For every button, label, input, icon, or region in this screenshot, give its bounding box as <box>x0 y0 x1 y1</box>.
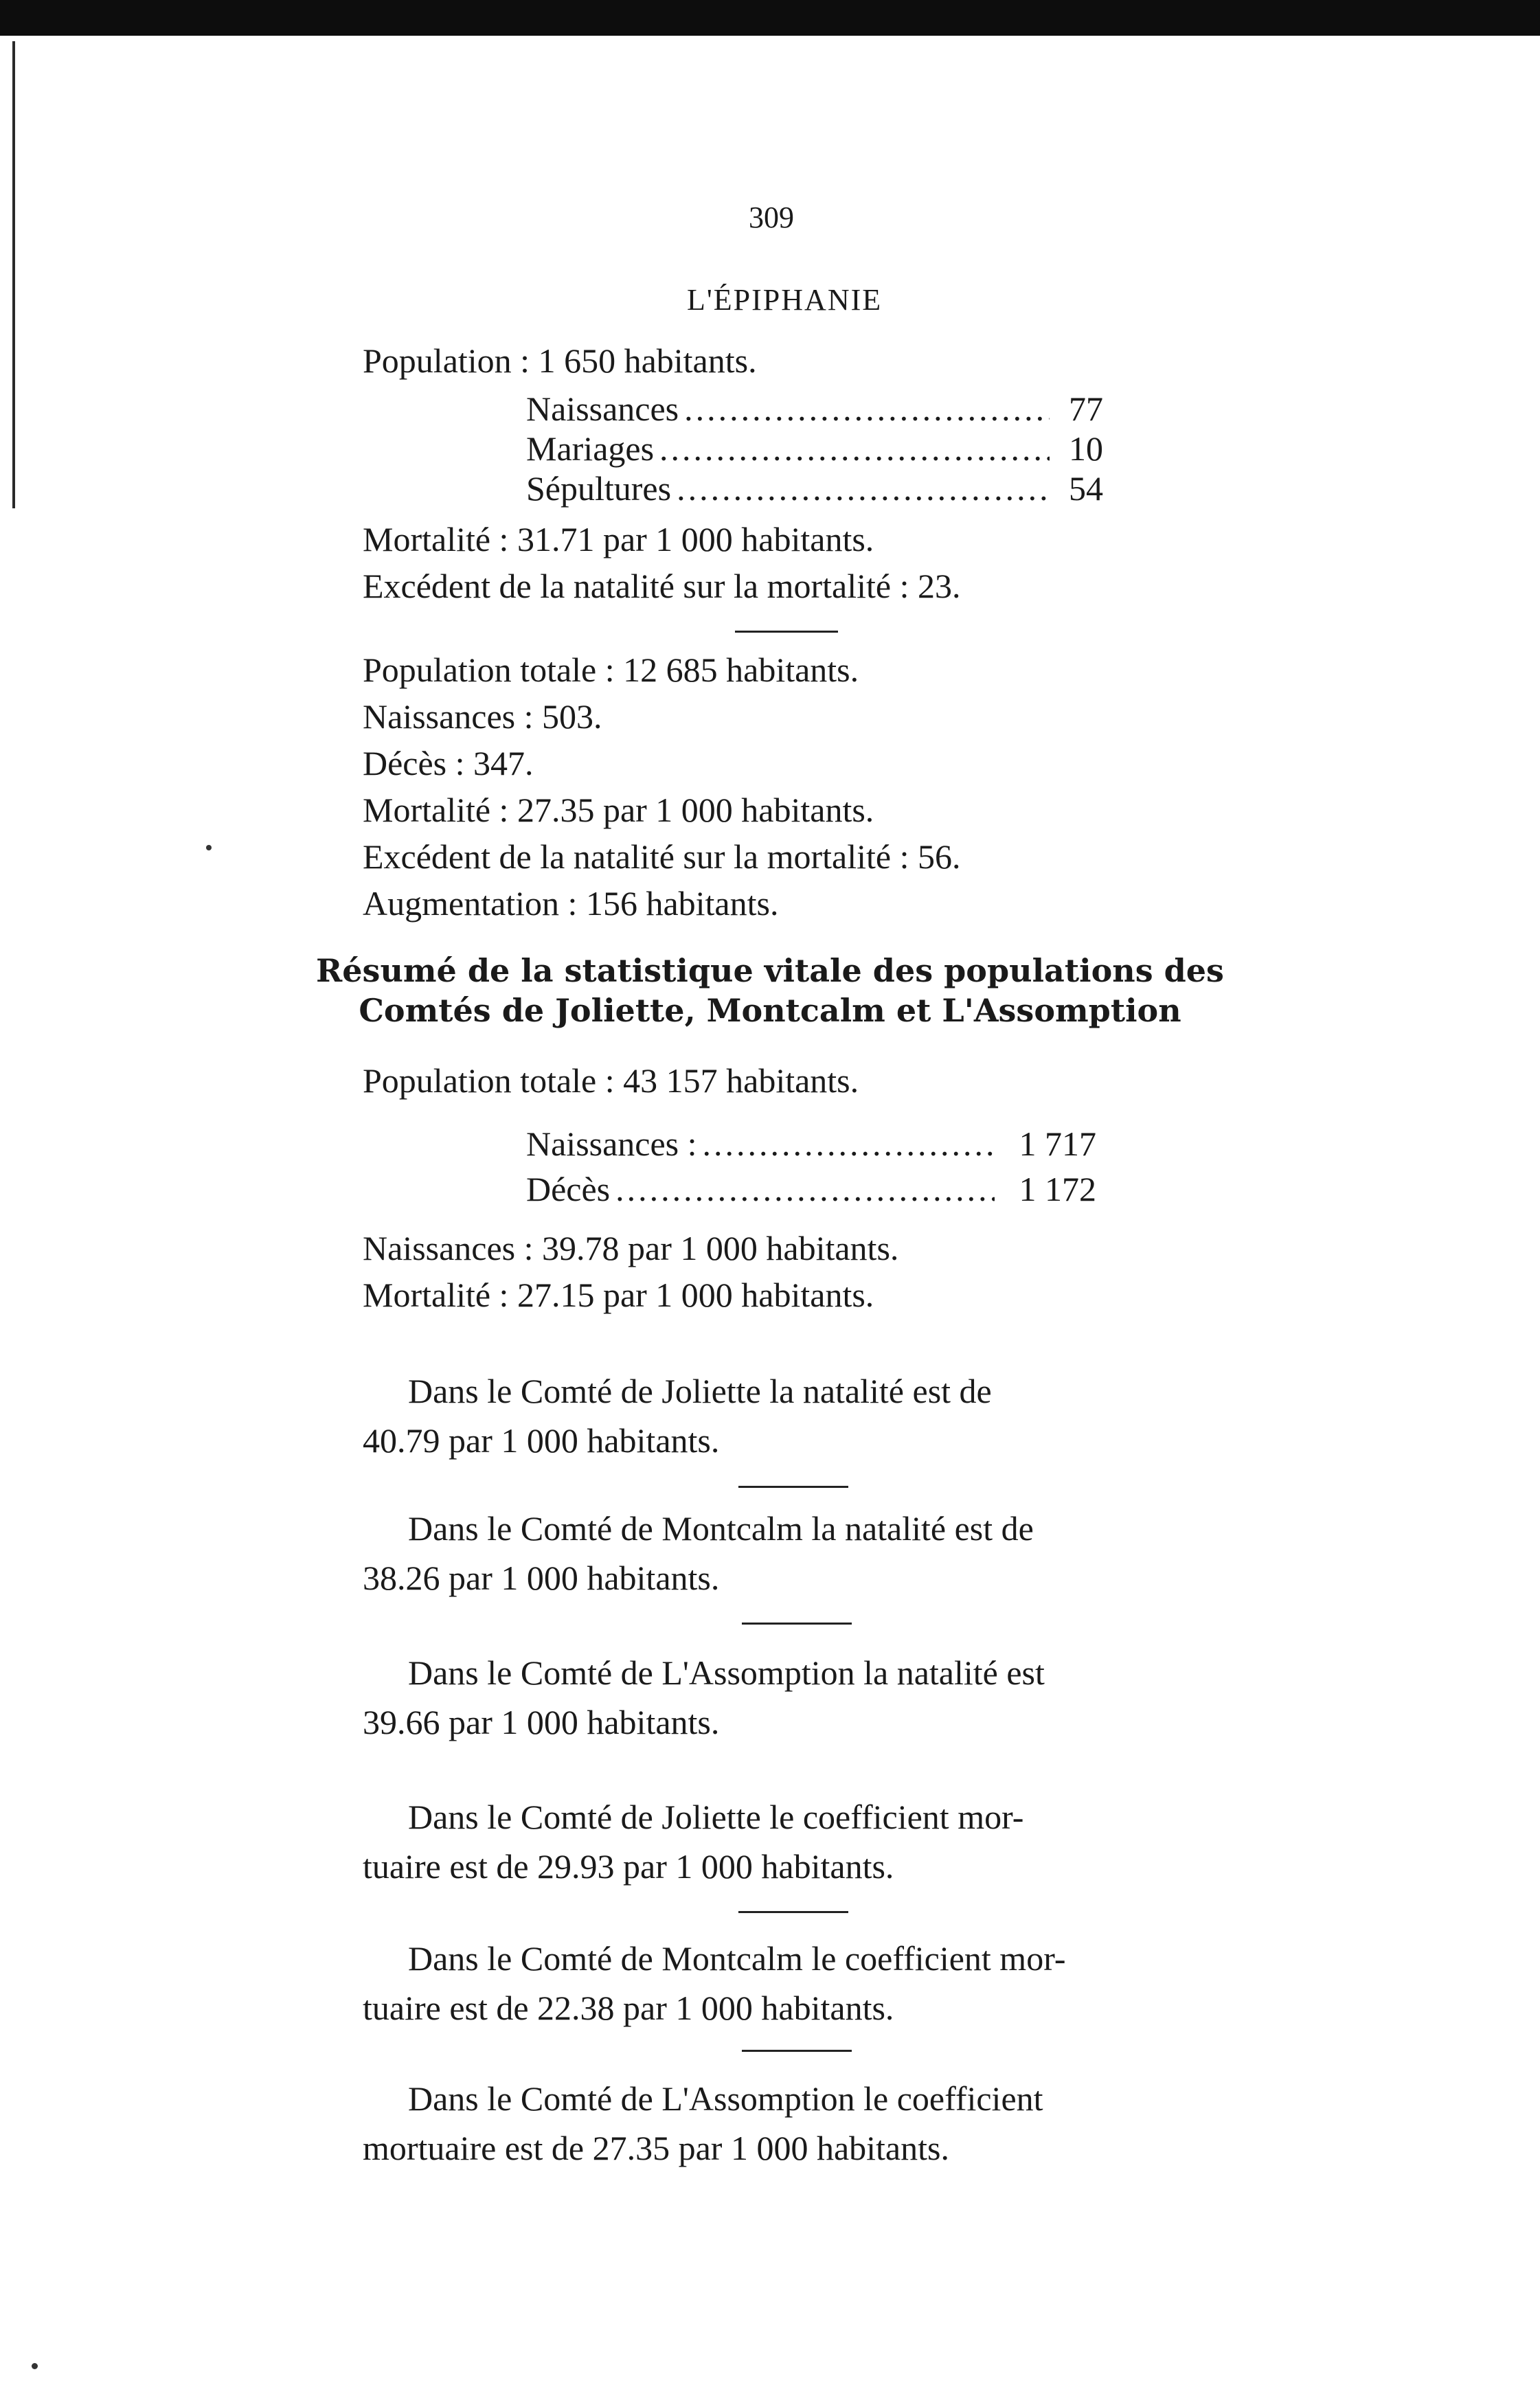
epiphanie-excedent: Excédent de la natalité sur la mortalité : 23. <box>363 567 961 605</box>
row-value: 1 172 <box>1019 1170 1096 1208</box>
row-label: Naissances <box>526 389 679 428</box>
total-mortalite: Mortalité : 27.35 par 1 000 habitants. <box>363 791 874 829</box>
separator-rule <box>738 1486 848 1488</box>
paragraph-line: 39.66 par 1 000 habitants. <box>363 1703 720 1741</box>
resume-heading-line2: Comtés de Joliette, Montcalm et L'Assomption <box>359 992 1181 1029</box>
resume-heading-line1: Résumé de la statistique vitale des populations des <box>316 952 1224 989</box>
scan-left-edge <box>12 41 15 508</box>
row-label: Décès <box>526 1170 611 1208</box>
paragraph-line: Dans le Comté de Joliette le coefficient mor- <box>408 1798 1024 1836</box>
total-population: Population totale : 12 685 habitants. <box>363 651 859 689</box>
table-row <box>526 1124 1096 1163</box>
row-value: 1 717 <box>1019 1124 1096 1163</box>
row-label: Sépultures <box>526 469 672 508</box>
paragraph-line: 40.79 par 1 000 habitants. <box>363 1421 720 1460</box>
resume-mortalite-rate: Mortalité : 27.15 par 1 000 habitants. <box>363 1276 874 1314</box>
row-value: 10 <box>1069 429 1103 468</box>
total-augmentation: Augmentation : 156 habitants. <box>363 884 779 923</box>
epiphanie-mortalite: Mortalité : 31.71 par 1 000 habitants. <box>363 520 874 558</box>
ink-speck <box>206 845 212 850</box>
total-excedent: Excédent de la natalité sur la mortalité : 56. <box>363 837 961 876</box>
leader-dots <box>677 471 1050 506</box>
paragraph-line: Dans le Comté de L'Assomption le coefficient <box>408 2079 1043 2118</box>
total-naissances: Naissances : 503. <box>363 697 602 736</box>
row-value: 77 <box>1069 389 1103 428</box>
paragraph-line: 38.26 par 1 000 habitants. <box>363 1559 720 1597</box>
row-value: 54 <box>1069 469 1103 508</box>
paragraph-line: Dans le Comté de Montcalm le coefficient mor- <box>408 1939 1066 1978</box>
total-deces: Décès : 347. <box>363 744 534 782</box>
paragraph-line: Dans le Comté de L'Assomption la natalité est <box>408 1653 1045 1692</box>
leader-dots <box>703 1127 995 1161</box>
paragraph-line: mortuaire est de 27.35 par 1 000 habitants. <box>363 2129 949 2167</box>
leader-dots <box>659 431 1050 466</box>
scan-top-border <box>0 0 1540 36</box>
table-row <box>526 431 1103 466</box>
table-row <box>526 471 1103 506</box>
section-title: L'ÉPIPHANIE <box>687 283 883 317</box>
separator-rule <box>735 631 838 633</box>
leader-dots <box>684 392 1050 426</box>
row-label: Mariages <box>526 429 655 468</box>
page-number: 309 <box>749 201 794 234</box>
separator-rule <box>742 1623 852 1625</box>
resume-naissances-rate: Naissances : 39.78 par 1 000 habitants. <box>363 1229 899 1267</box>
paragraph-line: Dans le Comté de Joliette la natalité est de <box>408 1372 992 1410</box>
table-row <box>526 389 1103 428</box>
resume-population: Population totale : 43 157 habitants. <box>363 1061 859 1100</box>
table-row <box>526 1172 1096 1206</box>
paragraph-line: Dans le Comté de Montcalm la natalité est de <box>408 1509 1034 1548</box>
row-label: Naissances : <box>526 1124 697 1163</box>
separator-rule <box>738 1911 848 1913</box>
leader-dots <box>615 1172 995 1206</box>
paragraph-line: tuaire est de 22.38 par 1 000 habitants. <box>363 1989 894 2027</box>
separator-rule <box>742 2050 852 2052</box>
paragraph-line: tuaire est de 29.93 par 1 000 habitants. <box>363 1847 894 1886</box>
ink-speck <box>32 2363 38 2369</box>
epiphanie-population: Population : 1 650 habitants. <box>363 341 757 380</box>
